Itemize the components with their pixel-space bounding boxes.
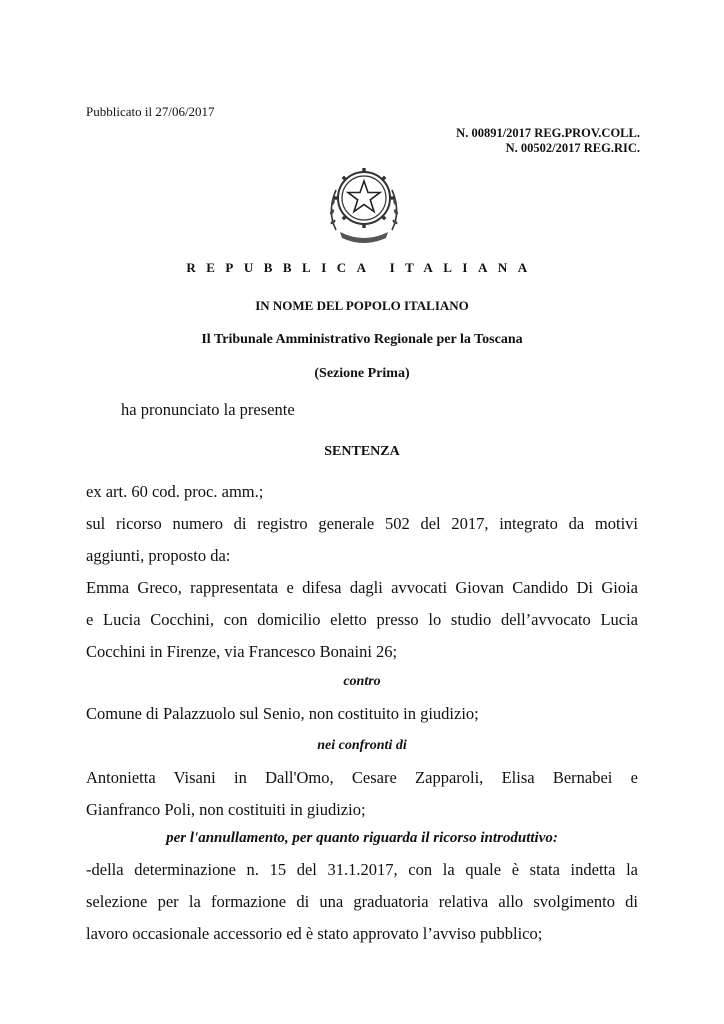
contro-heading: contro bbox=[343, 674, 381, 689]
sezione-heading: (Sezione Prima) bbox=[314, 366, 410, 381]
body-line-12: lavoro occasionale accessorio ed è stato approvato l’avviso pubblico; bbox=[86, 924, 543, 943]
reg-prov-coll: N. 00891/2017 REG.PROV.COLL. bbox=[456, 126, 640, 140]
body-line-11: selezione per la formazione di una graduatoria relativa allo svolgimento di bbox=[86, 892, 638, 911]
published-date: Pubblicato il 27/06/2017 bbox=[86, 104, 215, 119]
emblem-icon bbox=[326, 160, 402, 244]
republic-heading: REPUBBLICA ITALIANA bbox=[186, 260, 538, 275]
body-line-2: sul ricorso numero di registro generale 502 del 2017, integrato da motivi bbox=[86, 514, 638, 533]
nei-confronti-heading: nei confronti di bbox=[317, 738, 407, 753]
annullamento-heading: per l'annullamento, per quanto riguarda il ricorso introduttivo: bbox=[166, 830, 558, 846]
body-line-9: Gianfranco Poli, non costituiti in giudizio; bbox=[86, 800, 366, 819]
body-line-7: Comune di Palazzuolo sul Senio, non costituito in giudizio; bbox=[86, 704, 479, 723]
body-line-6: Cocchini in Firenze, via Francesco Bonaini 26; bbox=[86, 642, 398, 661]
body-line-4: Emma Greco, rappresentata e difesa dagli avvocati Giovan Candido Di Gioia bbox=[86, 578, 638, 597]
reg-ric: N. 00502/2017 REG.RIC. bbox=[505, 141, 640, 155]
tribunale-heading: Il Tribunale Amministrativo Regionale per la Toscana bbox=[201, 332, 523, 347]
in-nome-heading: IN NOME DEL POPOLO ITALIANO bbox=[255, 298, 469, 313]
body-line-3: aggiunti, proposto da: bbox=[86, 546, 231, 565]
body-line-5: e Lucia Cocchini, con domicilio eletto presso lo studio dell’avvocato Lucia bbox=[86, 610, 638, 629]
pronunciato-text: ha pronunciato la presente bbox=[121, 400, 295, 419]
body-line-10: -della determinazione n. 15 del 31.1.2017, con la quale è stata indetta la bbox=[86, 860, 638, 879]
body-line-1: ex art. 60 cod. proc. amm.; bbox=[86, 482, 264, 501]
body-line-8: Antonietta Visani in Dall'Omo, Cesare Zapparoli, Elisa Bernabei e bbox=[86, 768, 638, 787]
sentenza-heading: SENTENZA bbox=[324, 444, 400, 459]
